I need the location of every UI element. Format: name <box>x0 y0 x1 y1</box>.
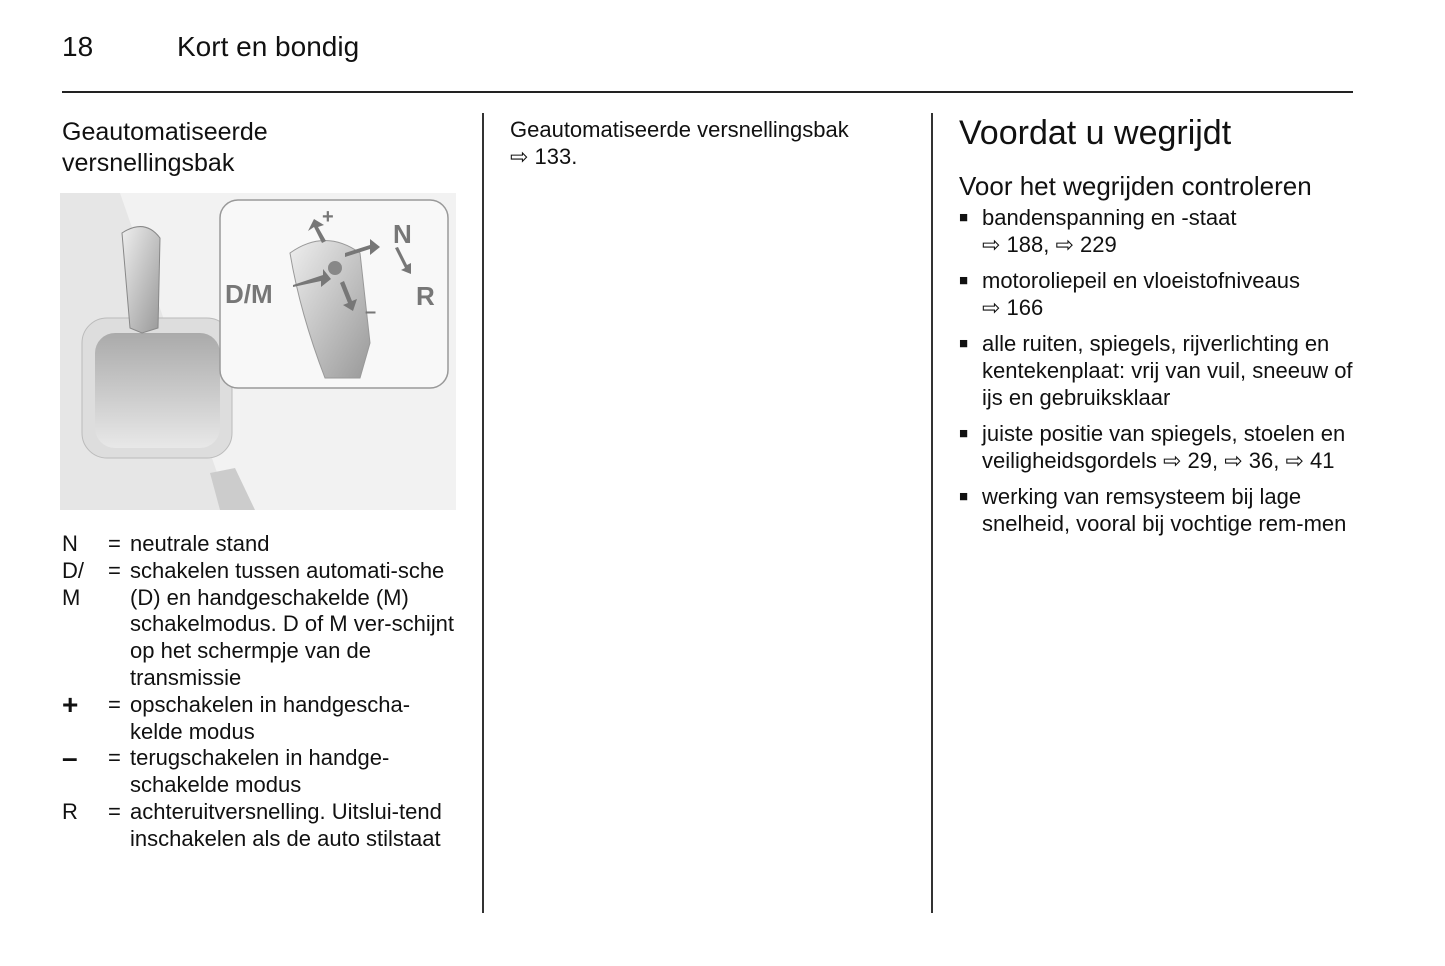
page-reference-link[interactable]: ⇨ 188, ⇨ 229 <box>982 232 1117 257</box>
legend-text: terugschakelen in handge-schakelde modus <box>130 745 390 798</box>
checklist <box>959 204 1359 546</box>
legend-row <box>62 742 462 799</box>
legend-row <box>62 558 462 692</box>
item-text: motoroliepeil en vloeistofniveaus <box>982 268 1300 293</box>
page-reference-link[interactable]: ⇨ 166 <box>982 295 1044 320</box>
bullet-icon: ■ <box>959 209 969 226</box>
legend-eq: = <box>108 691 121 717</box>
figure-label-plus: + <box>322 206 334 228</box>
legend-key: R <box>62 798 78 824</box>
column-divider <box>931 113 933 913</box>
bullet-icon: ■ <box>959 335 969 352</box>
figure-label-n: N <box>393 219 412 249</box>
continued-text <box>510 116 910 170</box>
page-header-title: Kort en bondig <box>177 31 360 62</box>
list-item <box>959 204 1359 258</box>
legend-eq: = <box>108 798 121 824</box>
legend-text: neutrale stand <box>130 531 270 556</box>
legend-row <box>62 688 462 746</box>
legend-key: D/ M <box>62 557 84 610</box>
item-text: alle ruiten, spiegels, rijverlichting en kentekenplaat: vrij van vuil, sneeuw of ijs en gebruiksklaar <box>982 331 1353 410</box>
figure-label-minus: – <box>365 301 377 323</box>
text: Geautomatiseerde versnellingsbak <box>510 117 849 142</box>
header-rule <box>62 91 1353 93</box>
legend-eq: = <box>108 557 121 583</box>
legend-key: + <box>62 688 79 720</box>
legend-eq: = <box>108 745 121 771</box>
subsection-heading: Voor het wegrijden controleren <box>959 171 1312 201</box>
legend-key: N <box>62 531 78 556</box>
legend-row <box>62 799 462 853</box>
figure-label-dm: D/M <box>225 279 273 309</box>
list-item <box>959 267 1359 321</box>
legend-text: achteruitversnelling. Uitslui-tend inschakelen als de auto stilstaat <box>130 798 442 851</box>
gear-legend <box>62 531 462 853</box>
legend-text: opschakelen in handgescha-kelde modus <box>130 691 411 744</box>
legend-key: – <box>62 742 78 774</box>
list-item <box>959 483 1359 537</box>
item-text: bandenspanning en -staat <box>982 205 1237 230</box>
bullet-icon: ■ <box>959 272 969 289</box>
page-number: 18 <box>62 31 94 62</box>
section-heading: Voordat u wegrijdt <box>959 114 1232 152</box>
list-item <box>959 420 1359 474</box>
column-divider <box>482 113 484 913</box>
section-heading: Geautomatiseerde versnellingsbak <box>62 118 268 177</box>
item-text: juiste positie van spiegels, stoelen en veiligheidsgordels <box>982 421 1346 473</box>
bullet-icon: ■ <box>959 425 969 442</box>
page-reference-link[interactable]: ⇨ 133. <box>510 144 578 169</box>
page-reference-link[interactable]: ⇨ 29, ⇨ 36, ⇨ 41 <box>1163 448 1335 473</box>
legend-text: schakelen tussen automati-sche (D) en handgeschakelde (M) schakelmodus. D of M ver-schijnt op het schermpje van de transmissie <box>130 557 454 690</box>
figure-label-r: R <box>416 281 435 311</box>
gear-shifter-illustration <box>60 193 456 510</box>
bullet-icon: ■ <box>959 488 969 505</box>
list-item <box>959 330 1359 411</box>
item-text: werking van remsysteem bij lage snelheid, vooral bij vochtige rem-men <box>982 484 1347 536</box>
legend-row <box>62 531 462 558</box>
legend-eq: = <box>108 531 121 556</box>
